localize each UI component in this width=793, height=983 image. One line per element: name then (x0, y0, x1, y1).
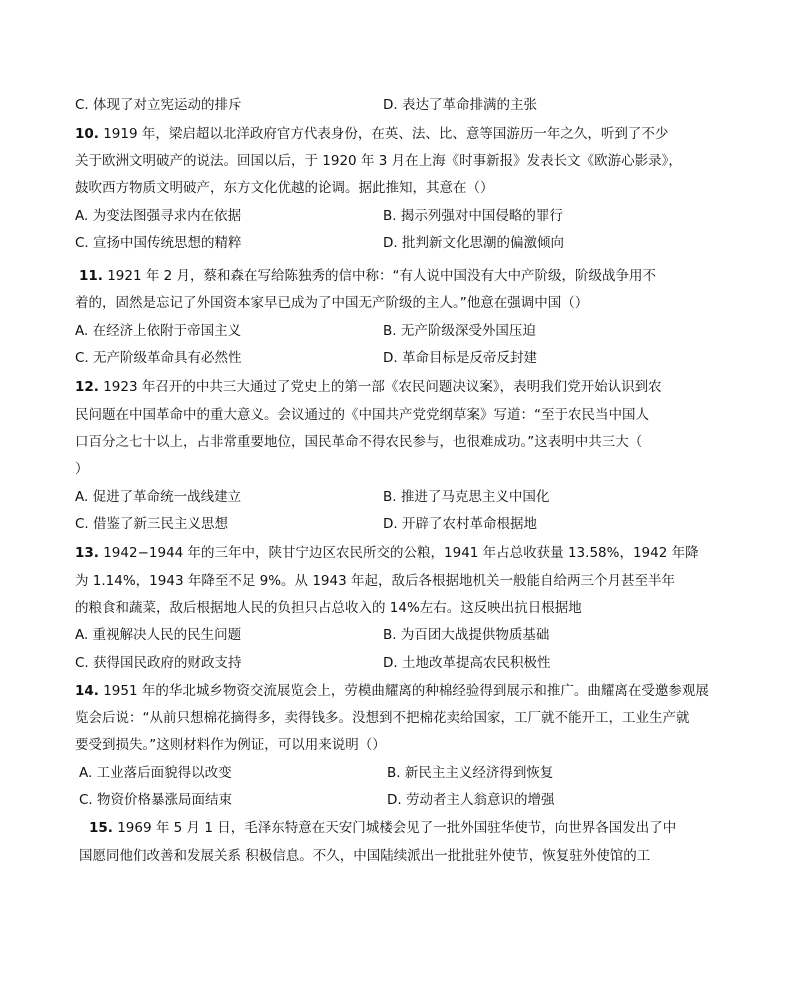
q12-stem-line-2: 民问题在中国革命中的重大意义。会议通过的《中国共产党党纲草案》写道：“至于农民当中国人 (75, 407, 649, 423)
q10-stem-line-1: 10. 1919 年，梁启超以北洋政府官方代表身份，在英、法、比、意等国游历一年之久，听到了不少 (75, 126, 669, 142)
q11-option-c: C. 无产阶级革命具有必然性 (75, 350, 242, 366)
q14-option-d: D. 劳动者主人翁意识的增强 (387, 792, 555, 808)
q10-option-b: B. 揭示列强对中国侵略的罪行 (383, 208, 563, 224)
q13-stem-line-2: 为 1.14%，1943 年降至不足 9%。从 1943 年起，敌后各根据地机关一般能自给两三个月甚至半年 (75, 573, 675, 589)
q13-option-b: B. 为百团大战提供物质基础 (383, 627, 550, 643)
q10-stem-line-3: 鼓吹西方物质文明破产，东方文化优越的论调。据此推知，其意在（） (75, 180, 494, 196)
q12-option-b: B. 推进了马克思主义中国化 (383, 489, 550, 505)
q12-stem-line-3: 口百分之七十以上，占非常重要地位，国民革命不得农民参与，也很难成功。”这表明中共三大（ (75, 434, 643, 450)
q14-number: 14. (75, 683, 99, 699)
q13-option-a: A. 重视解决人民的民生问题 (75, 627, 242, 643)
q11-stem-line-1: 11. 1921 年 2 月，蔡和森在写给陈独秀的信中称：“有人说中国没有大中产阶级，阶级战争用不 (79, 268, 657, 284)
q11-option-d: D. 革命目标是反帝反封建 (383, 350, 537, 366)
q13-option-d: D. 土地改革提高农民积极性 (383, 655, 551, 671)
q12-stem-line-4: ） (75, 461, 89, 477)
q14-stem-line-2: 览会后说：“从前只想棉花摘得多，卖得钱多。没想到不把棉花卖给国家，工厂就不能开工，工业生产就 (75, 710, 690, 726)
q12-option-a: A. 促进了革命统一战线建立 (75, 489, 242, 505)
q9-option-d: D. 表达了革命排满的主张 (383, 97, 537, 113)
q14-option-a: A. 工业落后面貌得以改变 (79, 765, 232, 781)
q13-stem-line-1: 13. 1942−1944 年的三年中，陕甘宁边区农民所交的公粮，1941 年占总收获量 13.58%，1942 年降 (75, 545, 699, 561)
q12-option-c: C. 借鉴了新三民主义思想 (75, 516, 229, 532)
q14-stem-line-3: 要受到损失。”这则材料作为例证，可以用来说明（） (75, 737, 386, 753)
q10-option-c: C. 宣扬中国传统思想的精粹 (75, 235, 242, 251)
q14-stem-line-1: 14. 1951 年的华北城乡物资交流展览会上，劳模曲耀离的种棉经验得到展示和推广。曲耀离在受邀参观展 (75, 683, 709, 699)
q10-number: 10. (75, 126, 99, 142)
q11-stem-line-2: 着的，固然是忘记了外国资本家早已成为了中国无产阶级的主人。”他意在强调中国（） (75, 295, 589, 311)
q11-option-b: B. 无产阶级深受外国压迫 (383, 323, 536, 339)
q13-stem-line-3: 的粮食和蔬菜，敌后根据地人民的负担只占总收入的 14%左右。这反映出抗日根据地 (75, 600, 582, 616)
q15-stem-line-2: 国愿同他们改善和发展关系 积极信息。不久，中国陆续派出一批批驻外使节，恢复驻外使馆的工 (79, 848, 651, 864)
q14-option-b: B. 新民主主义经济得到恢复 (387, 765, 554, 781)
q11-option-a: A. 在经济上依附于帝国主义 (75, 323, 242, 339)
q10-stem-line-2: 关于欧洲文明破产的说法。回国以后，于 1920 年 3 月在上海《时事新报》发表长文《欧游心影录》， (75, 153, 682, 169)
q12-stem-line-1: 12. 1923 年召开的中共三大通过了党史上的第一部《农民问题决议案》，表明我们党开始认识到农 (75, 379, 662, 395)
q13-number: 13. (75, 545, 99, 561)
q15-number: 15. (89, 820, 113, 836)
q10-option-a: A. 为变法图强寻求内在依据 (75, 208, 242, 224)
q12-option-d: D. 开辟了农村革命根据地 (383, 516, 537, 532)
q14-option-c: C. 物资价格暴涨局面结束 (79, 792, 233, 808)
q9-option-c: C. 体现了对立宪运动的排斥 (75, 97, 242, 113)
q12-number: 12. (75, 379, 99, 395)
q15-stem-line-1: 15. 1969 年 5 月 1 日，毛泽东特意在天安门城楼会见了一批外国驻华使节，向世界各国发出了中 (89, 820, 677, 836)
q11-number: 11. (79, 268, 103, 284)
q10-option-d: D. 批判新文化思潮的偏激倾向 (383, 235, 564, 251)
q13-option-c: C. 获得国民政府的财政支持 (75, 655, 242, 671)
